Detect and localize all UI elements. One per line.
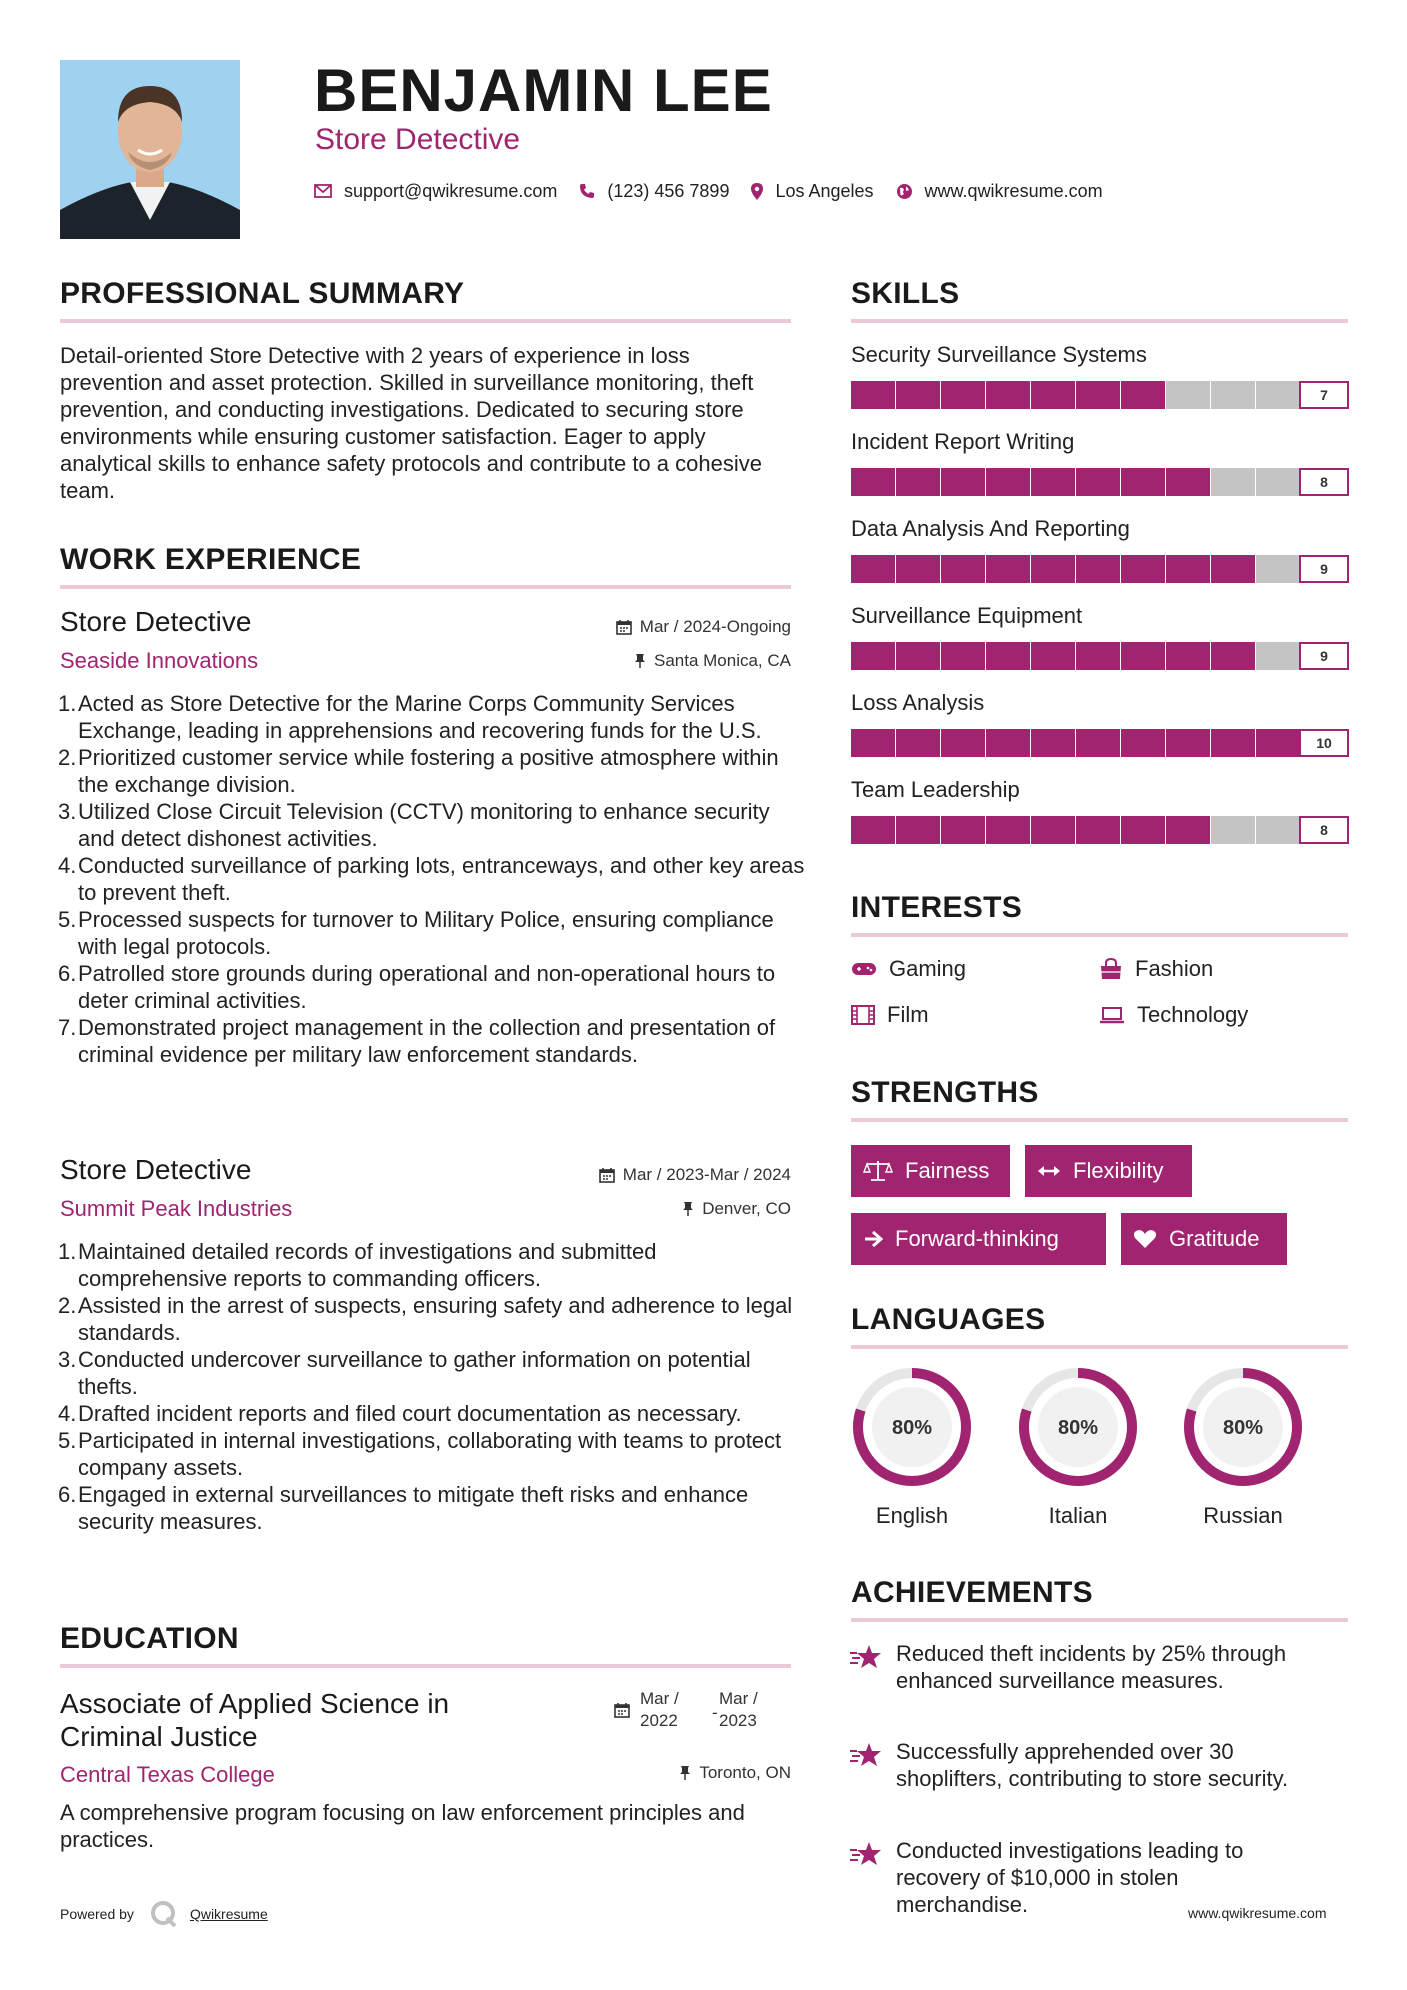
skill-bar-segment — [1166, 816, 1210, 844]
edu-description: A comprehensive program focusing on law enforcement principles and practices. — [60, 1800, 745, 1852]
interests-heading: INTERESTS — [851, 891, 1023, 924]
skill-bar-segment — [1076, 555, 1120, 583]
skill-bar-segment — [1031, 381, 1075, 409]
edu-end-month: Mar / — [719, 1689, 758, 1708]
skills-divider — [851, 319, 1348, 323]
work-heading: WORK EXPERIENCE — [60, 543, 362, 576]
languages-heading: LANGUAGES — [851, 1303, 1046, 1336]
skill-bar-segment — [1031, 816, 1075, 844]
calendar-icon — [614, 1702, 630, 1718]
skill-bar-segment — [1076, 642, 1120, 670]
job-1-location — [491, 650, 791, 672]
skill-bar-segment — [896, 468, 940, 496]
calendar-icon — [599, 1167, 615, 1183]
skill-bar-segment — [896, 729, 940, 757]
skill-bar-segment — [1256, 555, 1300, 583]
skill-bar-segment — [1256, 729, 1300, 757]
star-icon — [849, 1644, 883, 1675]
skill-bar-segment — [1121, 816, 1165, 844]
interest-gaming — [851, 955, 966, 983]
list-item: Participated in internal investigations, collaborating with teams to protect company assets. — [78, 1428, 782, 1480]
education-heading: EDUCATION — [60, 1622, 239, 1655]
skill-bar-segment — [1211, 816, 1255, 844]
interest-fashion — [1099, 955, 1213, 983]
skill-bar-segment — [1076, 729, 1120, 757]
skill-bar-segment — [1031, 555, 1075, 583]
skill-bar-segment — [1121, 555, 1165, 583]
skill-bar-segment — [851, 642, 895, 670]
skill-bar-segment — [851, 816, 895, 844]
skill-bar-segment — [986, 381, 1030, 409]
skill-bar-segment — [941, 642, 985, 670]
job-2-company: Summit Peak Industries — [60, 1196, 293, 1221]
achievements-divider — [851, 1618, 1348, 1622]
job-2-bullets — [60, 1238, 809, 1535]
skill-bar-segment — [1211, 729, 1255, 757]
strength-flexibility — [1025, 1145, 1192, 1197]
skill-bar-segment — [1121, 729, 1165, 757]
arrow-right-icon — [863, 1230, 883, 1248]
list-item: Utilized Close Circuit Television (CCTV) monitoring to enhance security and detect dishonest activities. — [78, 799, 770, 851]
skill-bar-segment — [851, 468, 895, 496]
job-2-date — [491, 1164, 791, 1186]
skill-bar-segment — [1076, 381, 1120, 409]
skill-bar-segment — [941, 468, 985, 496]
skill-label: Loss Analysis — [851, 690, 985, 715]
strength-forward-thinking — [851, 1213, 1106, 1265]
language-percent: 80% — [891, 1417, 933, 1439]
skill-bar-segment — [851, 381, 895, 409]
skill-bar-segment — [1166, 642, 1210, 670]
edu-start-year: 2022 — [640, 1711, 678, 1730]
globe-icon — [896, 183, 913, 200]
skill-bar-segment — [1256, 642, 1300, 670]
email-text: support@qwikresume.com — [344, 180, 558, 201]
skill-bar-segment — [1211, 468, 1255, 496]
edu-location — [491, 1762, 791, 1784]
skill-bar-segment — [941, 816, 985, 844]
edu-end-date — [719, 1688, 758, 1732]
achievement-text: Successfully apprehended over 30 shoplifters, contributing to store security. — [896, 1739, 1289, 1791]
skill-bar-segment — [941, 381, 985, 409]
list-item: Demonstrated project management in the collection and presentation of criminal evidence per military law enforcement standards. — [78, 1015, 776, 1067]
interest-film — [851, 1001, 929, 1029]
arrows-horizontal-icon — [1037, 1164, 1061, 1178]
skill-bar-segment — [896, 555, 940, 583]
list-item: Assisted in the arrest of suspects, ensuring safety and adherence to legal standards. — [78, 1293, 793, 1345]
skill-bar — [851, 468, 1348, 496]
list-item: Prioritized customer service while fostering a positive atmosphere within the exchange division. — [78, 745, 779, 797]
list-item: Drafted incident reports and filed court documentation as necessary. — [78, 1401, 742, 1426]
contact-website[interactable] — [896, 181, 1103, 202]
skill-bar — [851, 642, 1348, 670]
list-item: Patrolled store grounds during operational and non-operational hours to deter criminal activities. — [78, 961, 776, 1013]
skill-score: 7 — [1299, 381, 1349, 409]
heart-icon — [1133, 1229, 1157, 1249]
job-2-title: Store Detective — [60, 1154, 252, 1185]
strength-label: Gratitude — [1169, 1226, 1260, 1251]
skill-bar — [851, 381, 1348, 409]
language-percent: 80% — [1222, 1417, 1264, 1439]
skill-score: 9 — [1299, 642, 1349, 670]
skill-bar-segment — [1211, 381, 1255, 409]
job-1-date — [491, 616, 791, 638]
job-1-company: Seaside Innovations — [60, 648, 259, 673]
job-2-location — [491, 1198, 791, 1220]
list-item: Engaged in external surveillances to mitigate theft risks and enhance security measures. — [78, 1482, 749, 1534]
skill-bar-segment — [941, 555, 985, 583]
skill-bar-segment — [1166, 381, 1210, 409]
edu-start-month: Mar / — [640, 1689, 679, 1708]
skill-score: 8 — [1299, 468, 1349, 496]
calendar-icon — [616, 619, 632, 635]
skill-bar-segment — [1256, 468, 1300, 496]
interest-technology — [1099, 1001, 1248, 1029]
pushpin-icon — [682, 1201, 694, 1217]
interests-divider — [851, 933, 1348, 937]
skill-bar-segment — [1076, 468, 1120, 496]
languages-divider — [851, 1345, 1348, 1349]
skill-bar-segment — [851, 729, 895, 757]
skill-bar-segment — [896, 642, 940, 670]
job-2-date-text: Mar / 2023-Mar / 2024 — [622, 1165, 791, 1184]
list-item: Conducted surveillance of parking lots, entranceways, and other key areas to prevent theft. — [78, 853, 805, 905]
achievement-text: Reduced theft incidents by 25% through enhanced surveillance measures. — [896, 1641, 1287, 1693]
skill-bar-segment — [1211, 555, 1255, 583]
skill-bar-segment — [986, 468, 1030, 496]
skill-label: Data Analysis And Reporting — [851, 516, 1130, 541]
list-item: Acted as Store Detective for the Marine Corps Community Services Exchange, leading in apprehensions and recovering funds for the U.S. — [78, 691, 762, 743]
contact-bar — [314, 178, 1125, 204]
skill-bar-segment — [1121, 468, 1165, 496]
education-divider — [60, 1664, 791, 1668]
skill-bar — [851, 729, 1348, 757]
candidate-name: BENJAMIN LEE — [314, 57, 773, 124]
work-divider — [60, 585, 791, 589]
list-item: Maintained detailed records of investigations and submitted comprehensive reports to commanding officers. — [78, 1239, 657, 1291]
skill-bar-segment — [1121, 642, 1165, 670]
strength-fairness — [851, 1145, 1010, 1197]
qwikresume-logo-icon — [150, 1900, 178, 1928]
skill-bar-segment — [851, 555, 895, 583]
list-item: Conducted undercover surveillance to gather information on potential thefts. — [78, 1347, 751, 1399]
job-1-date-text: Mar / 2024-Ongoing — [639, 617, 791, 636]
interest-label: Film — [887, 1002, 929, 1027]
language-name: Russian — [1203, 1503, 1283, 1528]
skill-label: Security Surveillance Systems — [851, 342, 1147, 367]
laptop-icon — [1099, 1006, 1125, 1024]
qwikresume-link[interactable]: Qwikresume — [189, 1906, 268, 1922]
skill-bar-segment — [896, 381, 940, 409]
pushpin-icon — [679, 1765, 691, 1781]
strength-label: Flexibility — [1073, 1158, 1164, 1183]
footer-website[interactable]: www.qwikresume.com — [1188, 1905, 1327, 1921]
envelope-icon — [314, 184, 332, 198]
strengths-heading: STRENGTHS — [851, 1076, 1039, 1109]
language-name: Italian — [1048, 1503, 1108, 1528]
skill-bar-segment — [986, 816, 1030, 844]
interest-label: Technology — [1137, 1002, 1249, 1027]
language-ring — [851, 1366, 973, 1488]
skill-bar-segment — [986, 555, 1030, 583]
achievement-text: Conducted investigations leading to recovery of $10,000 in stolen merchandise. — [896, 1838, 1244, 1917]
language-name: English — [875, 1503, 949, 1528]
strength-label: Fairness — [905, 1158, 990, 1183]
list-item: Processed suspects for turnover to Military Police, ensuring compliance with legal protocols. — [78, 907, 774, 959]
skill-bar-segment — [896, 816, 940, 844]
language-percent: 80% — [1057, 1417, 1099, 1439]
skill-score: 8 — [1299, 816, 1349, 844]
skill-score: 9 — [1299, 555, 1349, 583]
contact-email[interactable] — [314, 181, 557, 202]
skill-bar-segment — [941, 729, 985, 757]
edu-start-date — [640, 1688, 679, 1732]
interest-label: Fashion — [1135, 956, 1214, 981]
skill-label: Incident Report Writing — [851, 429, 1075, 454]
contact-phone[interactable] — [579, 181, 729, 202]
strength-label: Forward-thinking — [895, 1226, 1059, 1251]
phone-text: (123) 456 7899 — [607, 180, 730, 201]
achievements-heading: ACHIEVEMENTS — [851, 1576, 1093, 1609]
star-icon — [849, 1841, 883, 1872]
skill-bar-segment — [1166, 468, 1210, 496]
profile-photo — [60, 60, 240, 239]
location-text: Los Angeles — [775, 180, 874, 201]
star-icon — [849, 1742, 883, 1773]
skill-label: Surveillance Equipment — [851, 603, 1083, 628]
powered-by-label: Powered by — [60, 1906, 134, 1922]
interest-label: Gaming — [889, 956, 967, 981]
edu-end-year: 2023 — [719, 1711, 757, 1730]
film-icon — [851, 1005, 875, 1025]
language-ring — [1182, 1366, 1304, 1488]
balance-scale-icon — [863, 1160, 893, 1182]
skill-bar-segment — [1211, 642, 1255, 670]
powered-by — [60, 1900, 268, 1928]
skill-bar-segment — [1031, 729, 1075, 757]
strengths-divider — [851, 1118, 1348, 1122]
skill-label: Team Leadership — [851, 777, 1020, 802]
school-name: Central Texas College — [60, 1762, 275, 1787]
skill-bar — [851, 555, 1348, 583]
shopping-bag-icon — [1099, 958, 1123, 980]
skill-bar-segment — [1121, 381, 1165, 409]
skill-bar-segment — [1031, 468, 1075, 496]
skill-score: 10 — [1299, 729, 1349, 757]
phone-icon — [579, 183, 595, 199]
strength-gratitude — [1121, 1213, 1287, 1265]
date-separator: - — [712, 1703, 718, 1722]
gamepad-icon — [851, 961, 877, 977]
skill-bar — [851, 816, 1348, 844]
language-ring — [1017, 1366, 1139, 1488]
website-text: www.qwikresume.com — [924, 180, 1103, 201]
map-pin-icon — [751, 183, 763, 200]
skill-bar-segment — [1166, 555, 1210, 583]
job-1-bullets — [60, 690, 809, 1068]
job-1-title: Store Detective — [60, 606, 252, 637]
contact-location — [751, 181, 873, 202]
skill-bar-segment — [1166, 729, 1210, 757]
summary-divider — [60, 319, 791, 323]
skills-heading: SKILLS — [851, 277, 960, 310]
summary-text: Detail-oriented Store Detective with 2 years of experience in loss prevention and asset protection. Skilled in surveillance monitoring, theft prevention, and conducting investigations. Dedicated to securing store environments while ensuring customer satisfaction. Eager to apply analytical skills to enhance safety protocols and contribute to a cohesive team. — [60, 343, 762, 503]
skill-bar-segment — [1076, 816, 1120, 844]
job-1-location-text: Santa Monica, CA — [653, 651, 791, 670]
job-title: Store Detective — [315, 123, 521, 156]
job-2-location-text: Denver, CO — [702, 1199, 791, 1218]
skill-bar-segment — [1031, 642, 1075, 670]
degree-title: Associate of Applied Science in Criminal Justice — [60, 1688, 450, 1752]
summary-heading: PROFESSIONAL SUMMARY — [60, 277, 465, 310]
skill-bar-segment — [986, 729, 1030, 757]
pushpin-icon — [634, 653, 646, 669]
edu-location-text: Toronto, ON — [699, 1763, 791, 1782]
skill-bar-segment — [1256, 816, 1300, 844]
skill-bar-segment — [986, 642, 1030, 670]
skill-bar-segment — [1256, 381, 1300, 409]
